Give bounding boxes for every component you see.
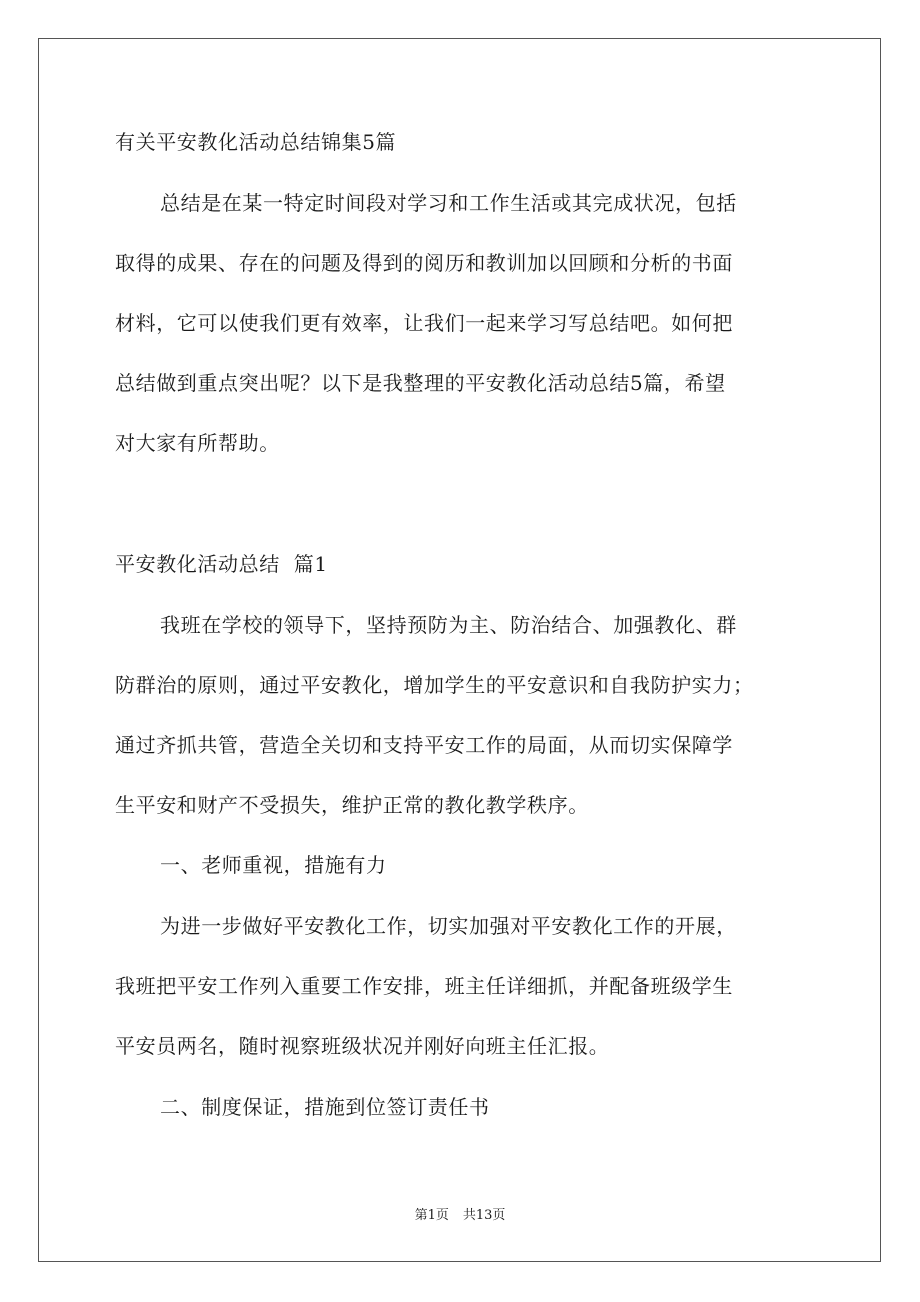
paragraph-line: 我班在学校的领导下，坚持预防为主、防治结合、加强教化、群 bbox=[160, 613, 737, 637]
page-footer bbox=[0, 1208, 920, 1224]
document-title: 有关平安教化活动总结锦集5篇 bbox=[115, 130, 397, 154]
paragraph-line: 生平安和财产不受损失，维护正常的教化教学秩序。 bbox=[115, 793, 589, 817]
intro-line: 取得的成果、存在的问题及得到的阅历和教训加以回顾和分析的书面 bbox=[115, 251, 733, 275]
page-total: 共13页 bbox=[462, 1208, 506, 1223]
subheading: 一、老师重视，措施有力 bbox=[160, 853, 387, 877]
paragraph-line: 我班把平安工作列入重要工作安排，班主任详细抓，并配备班级学生 bbox=[115, 974, 733, 998]
intro-line: 材料，它可以使我们更有效率，让我们一起来学习写总结吧。如何把 bbox=[115, 311, 733, 335]
page-number: 第1页 bbox=[414, 1208, 449, 1223]
page-frame bbox=[38, 38, 881, 1262]
section-heading: 平安教化活动总结 篇1 bbox=[115, 552, 328, 576]
intro-line: 总结做到重点突出呢？以下是我整理的平安教化活动总结5篇，希望 bbox=[115, 371, 726, 395]
paragraph-line: 平安员两名，随时视察班级状况并刚好向班主任汇报。 bbox=[115, 1034, 610, 1058]
paragraph-line: 防群治的原则，通过平安教化，增加学生的平安意识和自我防护实力； bbox=[115, 673, 754, 697]
paragraph-line: 为进一步做好平安教化工作，切实加强对平安教化工作的开展， bbox=[160, 914, 737, 938]
paragraph-line: 通过齐抓共管，营造全关切和支持平安工作的局面，从而切实保障学 bbox=[115, 733, 733, 757]
subheading: 二、制度保证，措施到位签订责任书 bbox=[160, 1095, 490, 1119]
intro-line: 对大家有所帮助。 bbox=[115, 431, 280, 455]
intro-line: 总结是在某一特定时间段对学习和工作生活或其完成状况，包括 bbox=[160, 191, 737, 215]
